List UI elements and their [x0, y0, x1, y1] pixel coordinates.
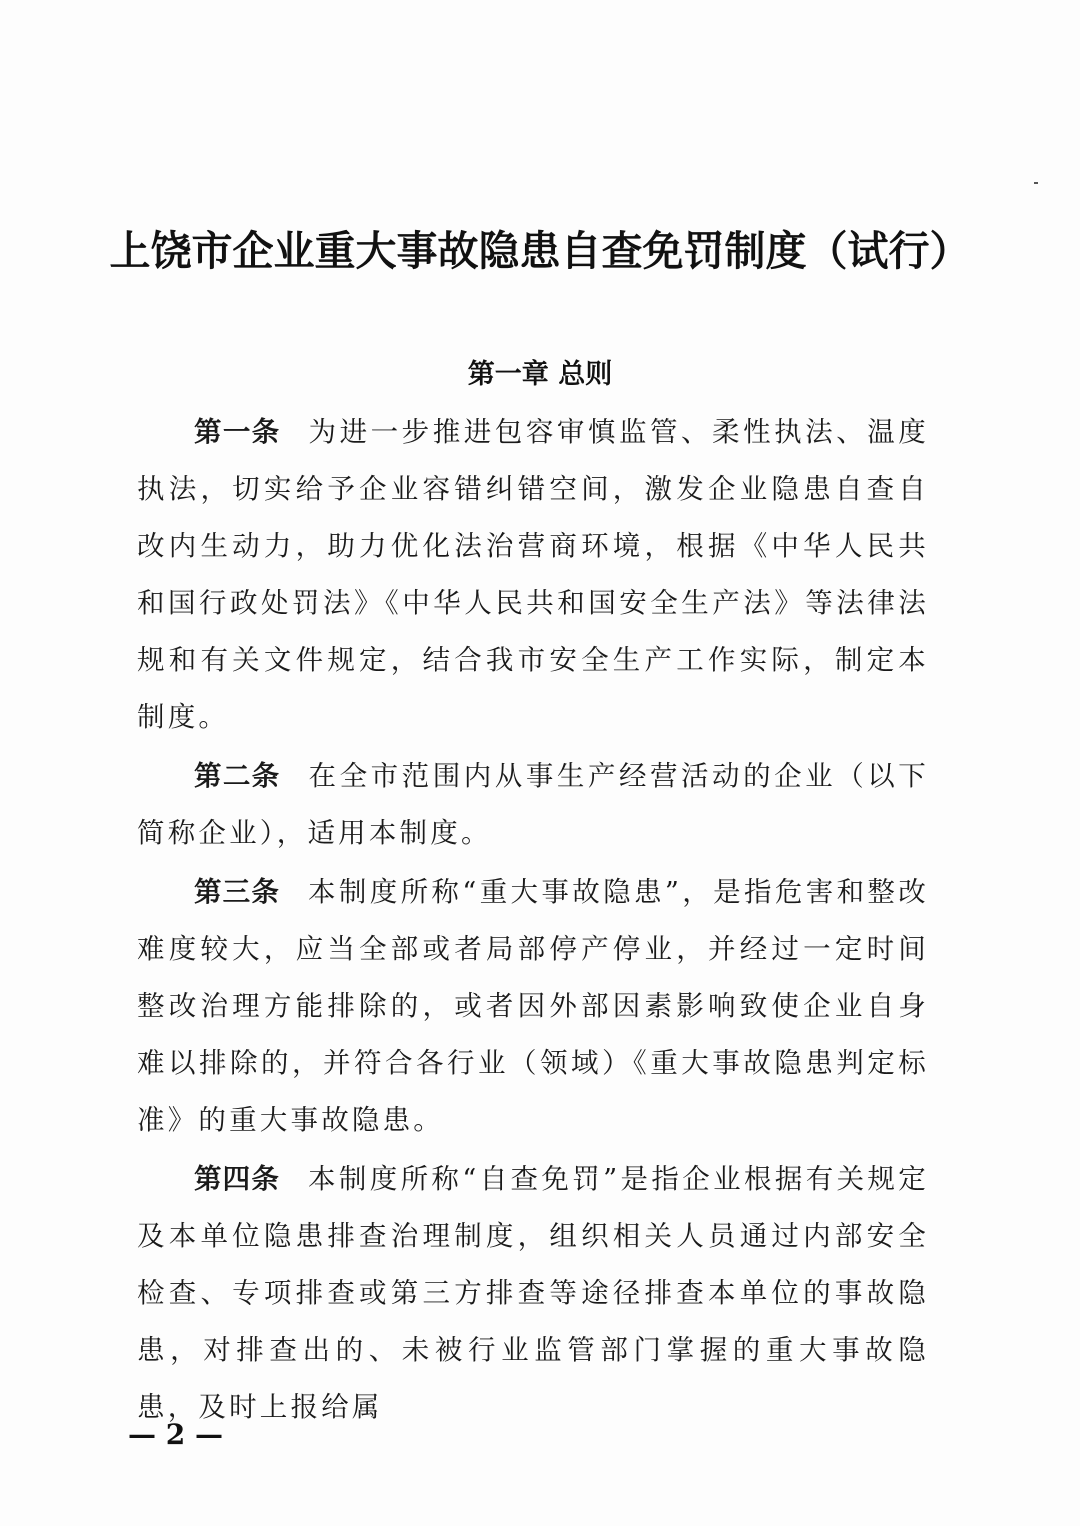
article-number: 第一条 [194, 416, 281, 448]
article-3 [137, 864, 929, 1149]
scan-speck [1034, 182, 1038, 184]
document-title: 上饶市企业重大事故隐患自查免罚制度（试行） [109, 227, 971, 275]
article-4 [137, 1151, 929, 1436]
article-number: 第四条 [194, 1163, 280, 1195]
article-text: 为进一步推进包容审慎监管、柔性执法、温度执法，切实给予企业容错纠错空间，激发企业隐患自查自改内生动力，助力优化法治营商环境，根据《中华人民共和国行政处罚法》《中华人民共和国安全生产法》等法律法规和有关文件规定，结合我市安全生产工作实际，制定本制度。 [137, 416, 930, 733]
article-list [137, 404, 929, 1438]
article-number: 第三条 [194, 876, 280, 908]
article-text: 本制度所称“自查免罚”是指企业根据有关规定及本单位隐患排查治理制度，组织相关人员通过内部安全检查、专项排查或第三方排查等途径排查本单位的事故隐患，对排查出的、未被行业监管部门掌握的重大事故隐患，及时上报给属 [137, 1163, 929, 1423]
article-text: 本制度所称“重大事故隐患”，是指危害和整改难度较大，应当全部或者局部停产停业，并经过一定时间整改治理方能排除的，或者因外部因素影响致使企业自身难以排除的，并符合各行业（领域）《重大事故隐患判定标准》的重大事故隐患。 [137, 876, 929, 1136]
page-number: — 2 — [128, 1418, 223, 1451]
article-1 [137, 404, 929, 746]
chapter-heading: 第一章 总则 [467, 359, 613, 390]
article-2 [137, 748, 929, 862]
article-number: 第二条 [194, 760, 281, 792]
article-text: 在全市范围内从事生产经营活动的企业（以下简称企业），适用本制度。 [137, 760, 930, 849]
